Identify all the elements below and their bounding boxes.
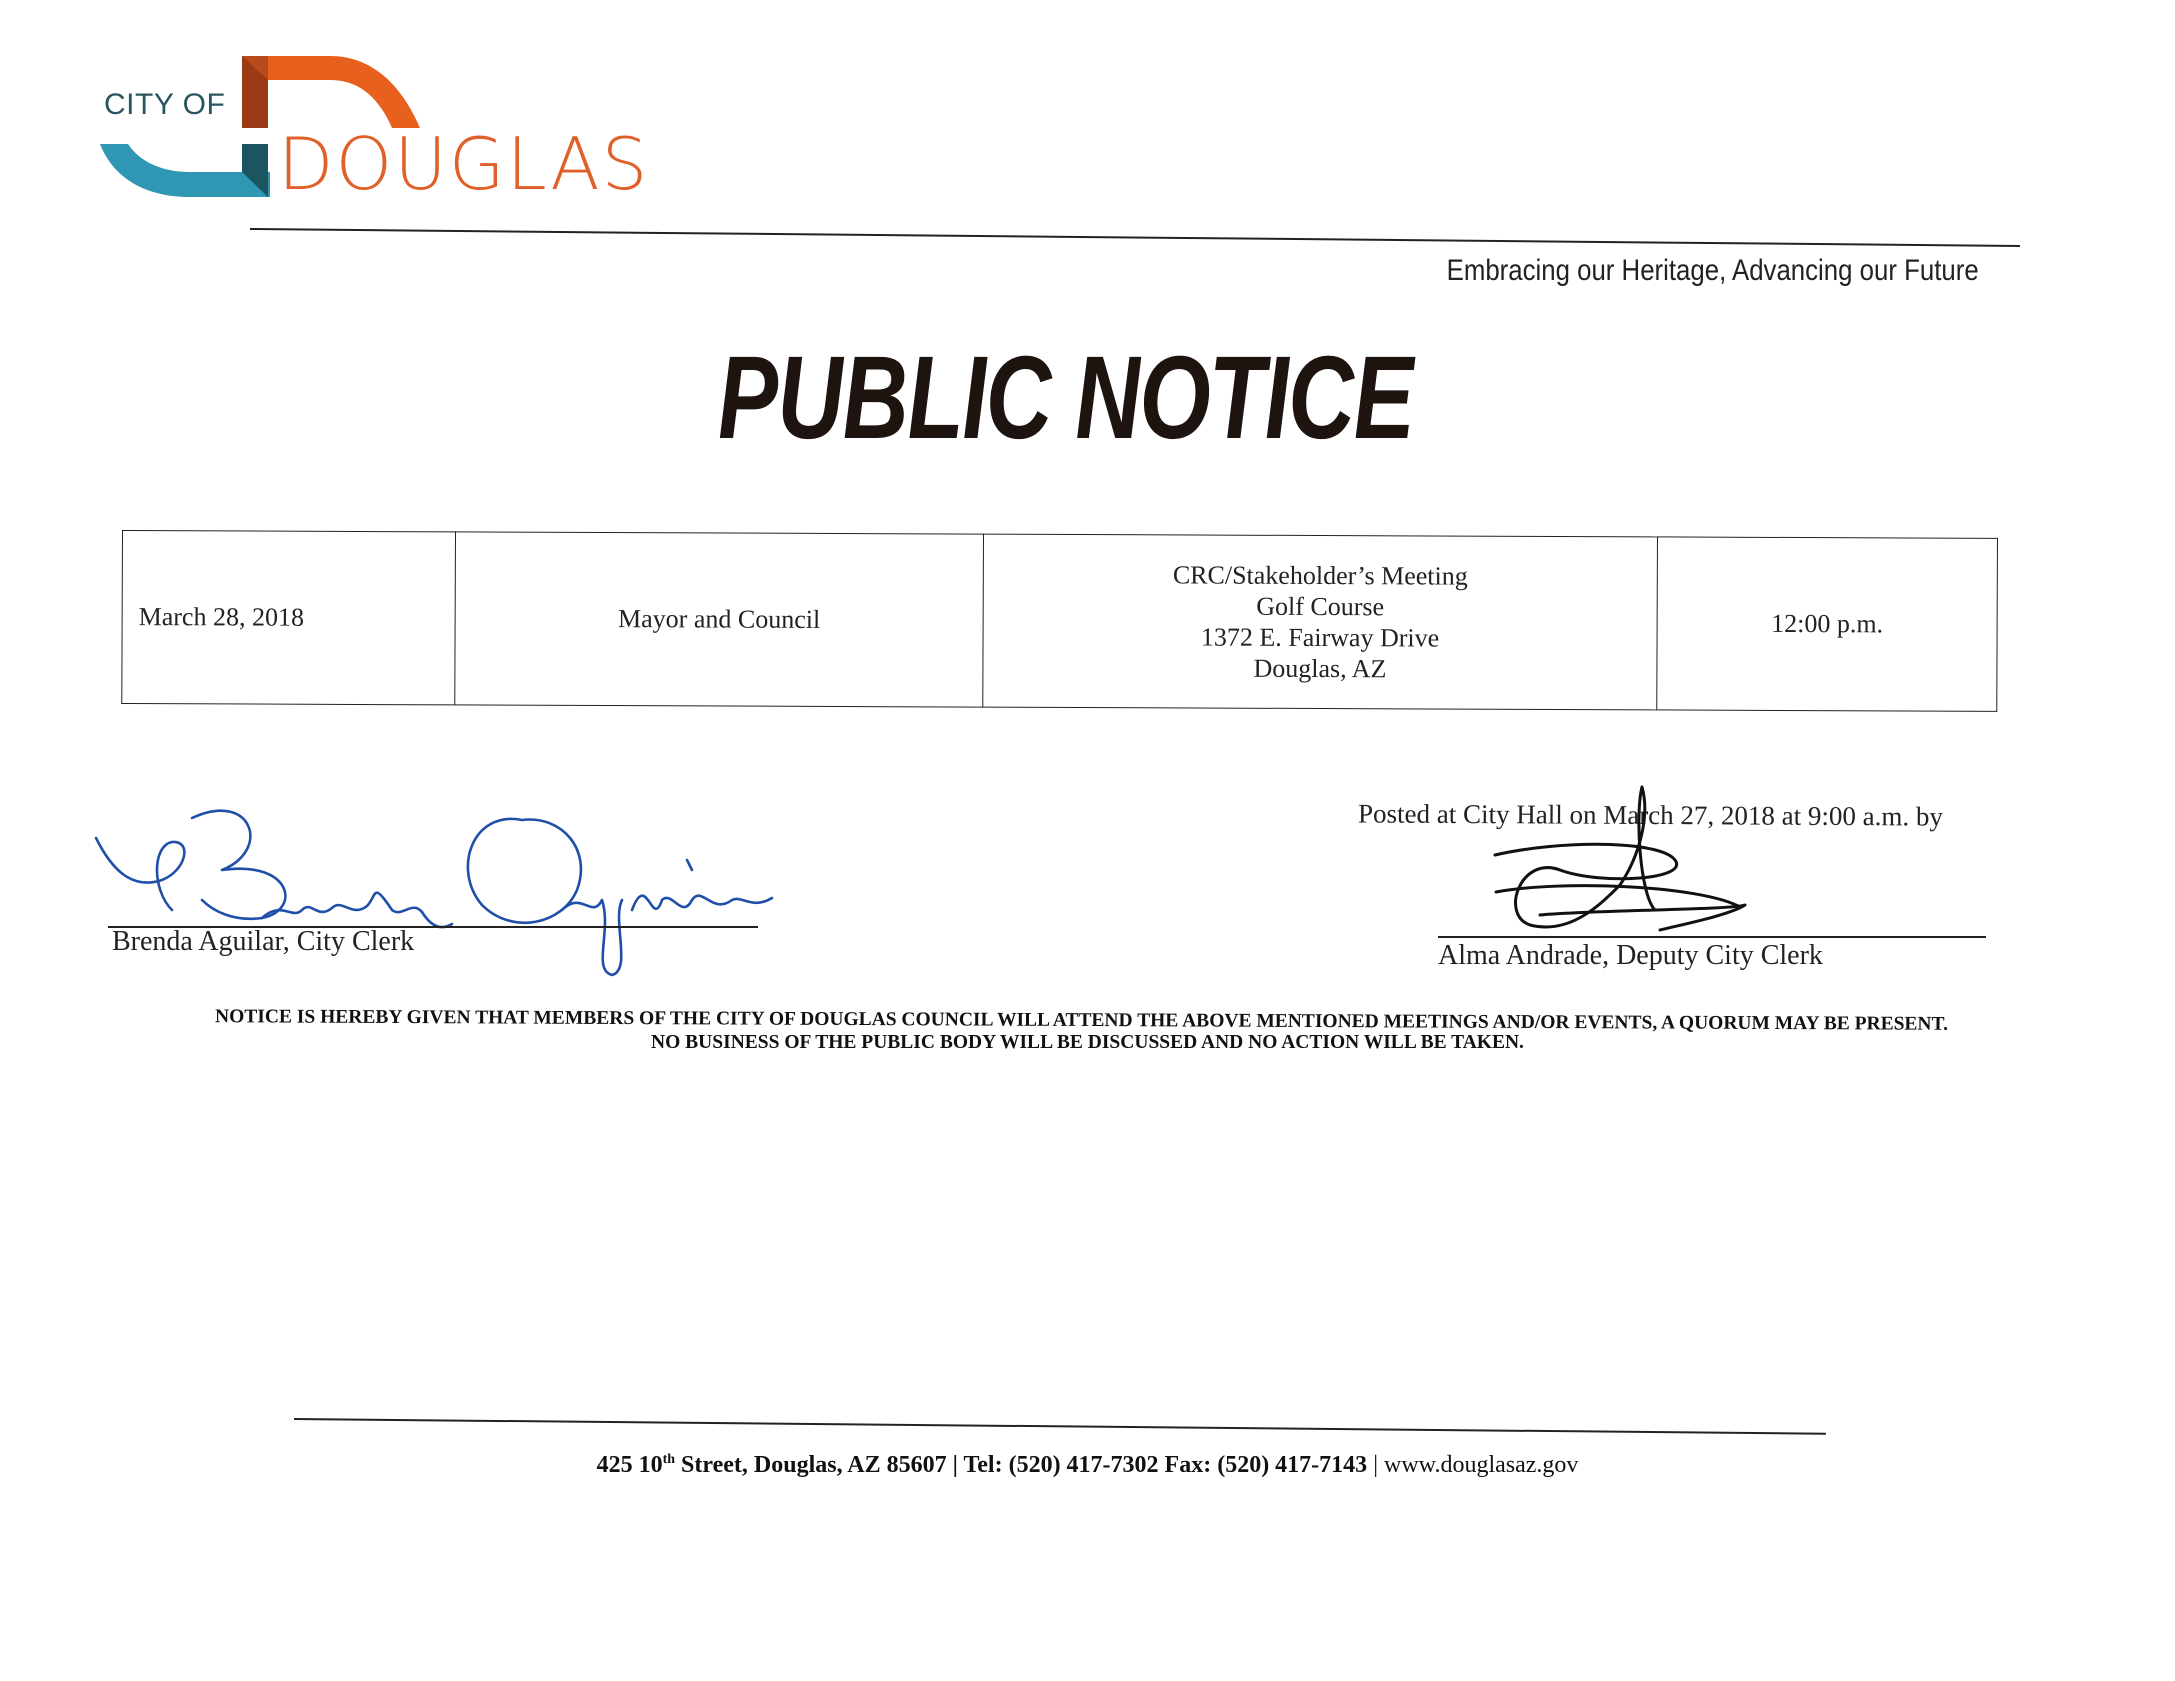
- meeting-body-cell: [455, 532, 984, 707]
- footer-separator: |: [946, 1452, 964, 1478]
- footer-street-number: 425 10: [596, 1452, 663, 1478]
- deputy-clerk-name: Alma Andrade, Deputy City Clerk: [1438, 940, 1823, 971]
- footer-contact: [0, 1452, 2175, 1479]
- header-divider: [250, 228, 2020, 247]
- notice-line-2: NO BUSINESS OF THE PUBLIC BODY WILL BE DISCUSSED AND NO ACTION WILL BE TAKEN.: [651, 1032, 1524, 1053]
- quorum-notice: [0, 1006, 2175, 1054]
- footer-divider: [294, 1418, 1826, 1435]
- logo-city-of-text: CITY OF: [104, 88, 226, 121]
- logo-douglas-text: DOUGLAS: [278, 122, 650, 206]
- meeting-table: [121, 530, 1998, 712]
- footer-separator: |: [1367, 1452, 1384, 1478]
- meeting-time: 12:00 p.m.: [1771, 608, 1884, 639]
- tagline: Embracing our Heritage, Advancing our Future: [1446, 254, 1979, 287]
- page-title: PUBLIC NOTICE: [715, 332, 1415, 464]
- meeting-time-cell: [1657, 537, 1998, 711]
- notice-line-1: NOTICE IS HEREBY GIVEN THAT MEMBERS OF THE CITY OF DOUGLAS COUNCIL WILL ATTEND THE ABOVE MENTIONED MEETINGS AND/OR EVENTS, A QUORUM MAY BE PRESENT.: [214, 1006, 1949, 1035]
- footer-website-link[interactable]: www.douglasaz.gov: [1384, 1452, 1579, 1478]
- signature-alma-andrade: [1480, 785, 1800, 935]
- meeting-date: March 28, 2018: [138, 602, 305, 632]
- table-row: [122, 531, 1998, 712]
- meeting-date-cell: [122, 531, 456, 705]
- location-line: Douglas, AZ: [1253, 653, 1387, 684]
- footer-address: Street, Douglas, AZ 85607: [675, 1452, 947, 1478]
- location-line: CRC/Stakeholder’s Meeting: [1172, 560, 1468, 591]
- city-logo: [100, 52, 660, 206]
- meeting-location-cell: [983, 534, 1658, 710]
- footer-street-suffix: th: [662, 1452, 676, 1467]
- meeting-body: Mayor and Council: [617, 604, 821, 634]
- footer-phone-fax: Tel: (520) 417-7302 Fax: (520) 417-7143: [963, 1452, 1368, 1478]
- location-line: 1372 E. Fairway Drive: [1200, 622, 1440, 653]
- posted-statement: Posted at City Hall on March 27, 2018 at 9:00 a.m. by: [1357, 798, 1944, 832]
- location-line: Golf Course: [1256, 591, 1385, 622]
- signature-line-right: [1438, 936, 1986, 938]
- city-clerk-name: Brenda Aguilar, City Clerk: [112, 926, 415, 957]
